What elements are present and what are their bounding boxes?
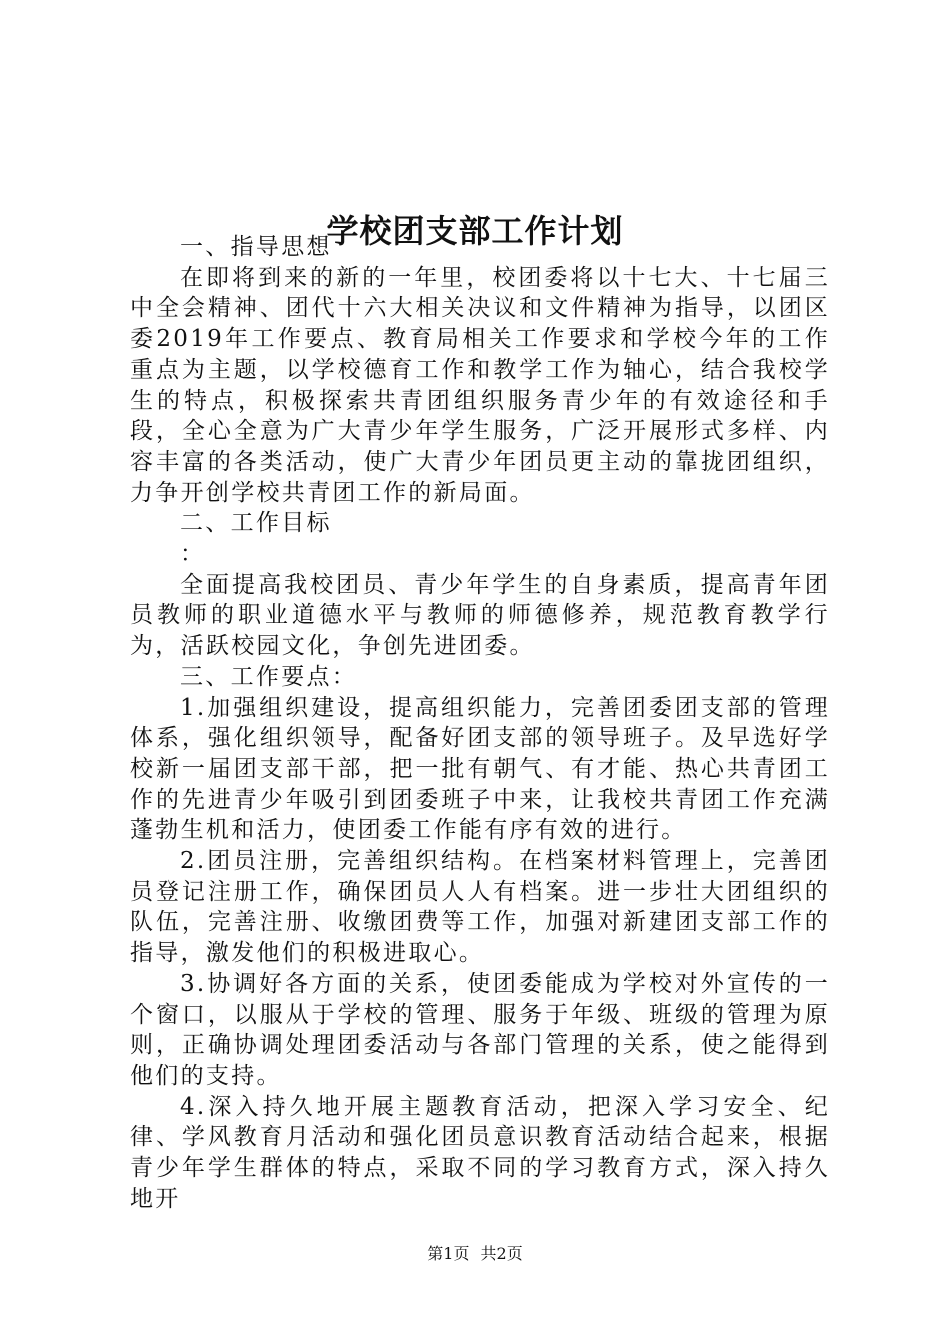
section-heading-work-points: 三、工作要点： [180, 663, 358, 690]
work-point-1: 1.加强组织建设，提高组织能力，完善团委团支部的管理体系，强化组织领导，配备好团支部的领导班子。及早选好学校新一届团支部干部，把一批有朝气、有才能、热心共青团工作的先进青少年吸引到团委班子中来，让我校共青团工作充满蓬勃生机和活力，使团委工作能有序有效的进行。 [130, 694, 830, 844]
work-point-3: 3.协调好各方面的关系，使团委能成为学校对外宣传的一个窗口，以服从于学校的管理、服务于年级、班级的管理为原则，正确协调处理团委活动与各部门管理的关系，使之能得到他们的支持。 [130, 970, 830, 1089]
page-footer: 第1页 共2页 [427, 1244, 523, 1263]
stray-colon-line: ： [180, 541, 206, 568]
document-title: 学校团支部工作计划 [326, 212, 624, 251]
section-heading-guiding-ideology: 一、指导思想 [180, 234, 332, 260]
work-point-2: 2.团员注册，完善组织结构。在档案材料管理上，完善团员登记注册工作，确保团员人人有档案。进一步壮大团组织的队伍，完善注册、收缴团费等工作，加强对新建团支部工作的指导，激发他们的积极进取心。 [130, 848, 830, 967]
document-body [130, 232, 830, 1215]
work-point-4: 4.深入持久地开展主题教育活动，把深入学习安全、纪律、学风教育月活动和强化团员意识教育活动结合起来，根据青少年学生群体的特点，采取不同的学习教育方式，深入持久地开 [130, 1093, 830, 1212]
paragraph-guiding-ideology: 在即将到来的新的一年里，校团委将以十七大、十七届三中全会精神、团代十六大相关决议和文件精神为指导，以团区委2019年工作要点、教育局相关工作要求和学校今年的工作重点为主题，以学校德育工作和教学工作为轴心，结合我校学生的特点，积极探索共青团组织服务青少年的有效途径和手段，全心全意为广大青少年学生服务，广泛开展形式多样、内容丰富的各类活动，使广大青少年团员更主动的靠拢团组织，力争开创学校共青团工作的新局面。 [130, 264, 830, 506]
section-heading-work-goals: 二、工作目标 [180, 510, 332, 537]
paragraph-work-goals: 全面提高我校团员、青少年学生的自身素质，提高青年团员教师的职业道德水平与教师的师德修养，规范教育教学行为，活跃校园文化，争创先进团委。 [130, 571, 830, 660]
